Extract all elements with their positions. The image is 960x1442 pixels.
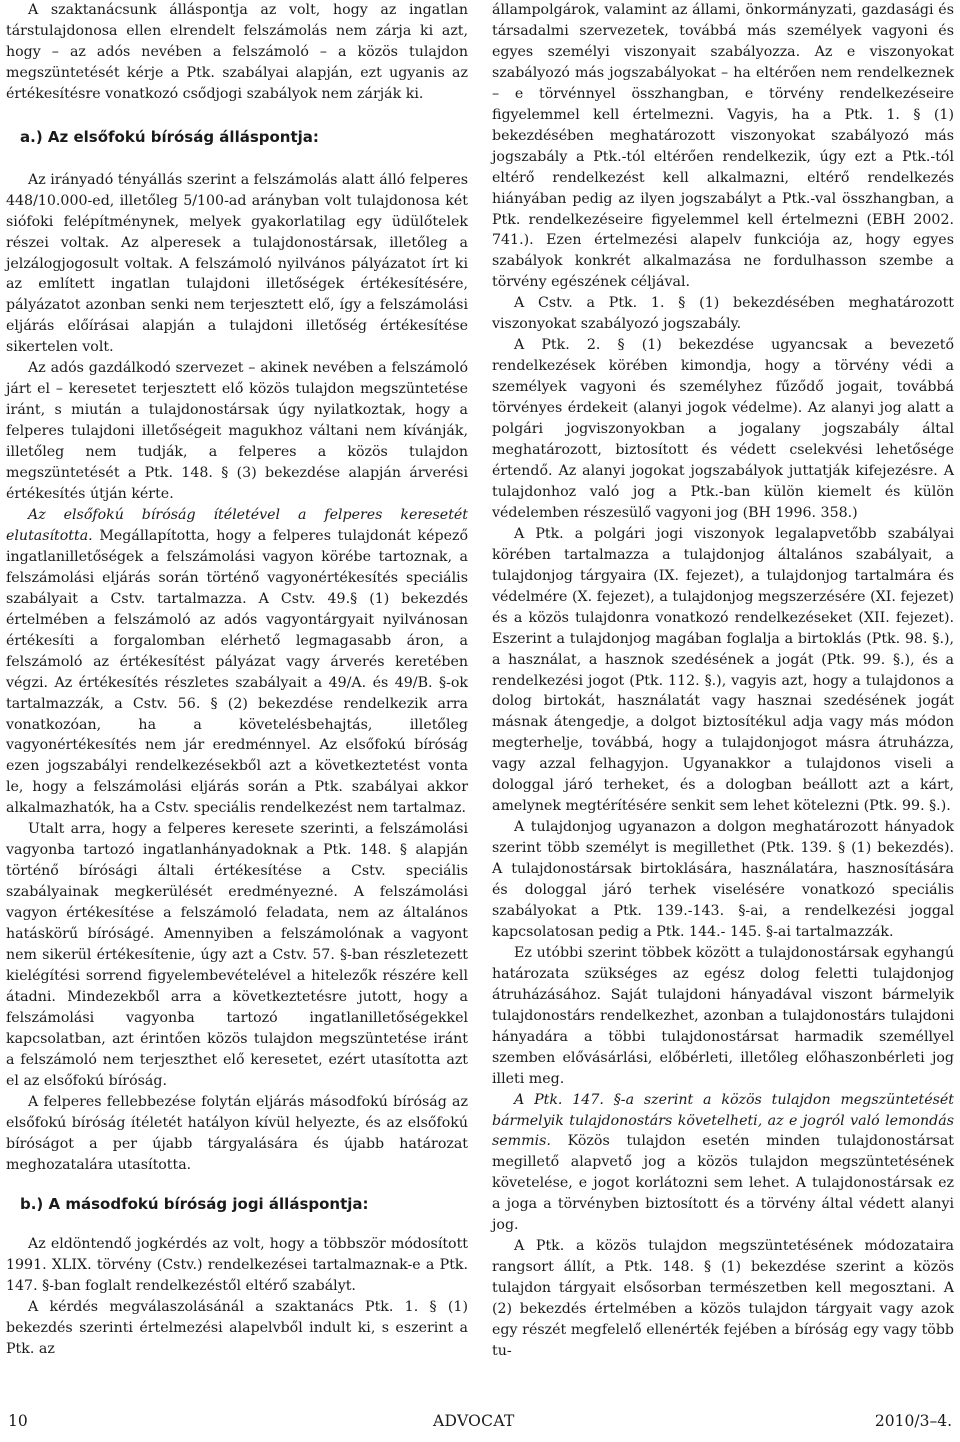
paragraph: Utalt arra, hogy a felperes keresete szerinti, a felszámolási vagyonba tartozó ingatlanhányadoknak a Ptk. 148. § alapján történő bírósági általi értékesítése a Cstv. speciális szabályainak megkerülését eredményezné. A felszámolási vagyon értékesítése a felszámoló feladata, nem az általános hatáskörű bíróságé. Amennyiben a felszámolónak a vagyont nem sikerül értékesítenie, úgy azt a Cstv. 57. §-ban részletezett kielégítési sorrend figyelembevételével a hitelezők részére kell átadni. Mindezekből arra a következtetésre jutott, hogy a felszámolási vagyonba tartozó ingatlanilletőségekkel kapcsolatban, azt érintően közös tulajdon megszüntetése iránt a felszámoló nem terjeszthet elő keresetet, ezért utasította azt el az elsőfokú bíróság. (6, 821, 468, 1089)
paragraph (492, 1090, 954, 1237)
issue-number: 2010/3–4. (874, 1412, 952, 1430)
paragraph: A Ptk. a közös tulajdon megszüntetésének módozataira rangsort állít, a Ptk. 148. § (1) bekezdése szerint a közös tulajdon tárgyait elsősorban természetben kell megosztani. A (2) bekezdés értelmében a közös tulajdon tárgyait vagy azok egy részét megfelelő ellenérték fejében a bíróság egy vagy több tu- (492, 1238, 954, 1359)
paragraph: A szaktanácsunk álláspontja az volt, hogy az ingatlan társtulajdonosa ellen elrendelt felszámolás nem zárja ki azt, hogy – az adós nevében a felszámoló – a közös tulajdon megszüntetését kérje a Ptk. szabályai alapján, ezt ugyanis az értékesítésre vonatkozó csődjogi szabályok nem zárják ki. (6, 2, 468, 102)
page-number: 10 (8, 1412, 28, 1430)
italic-sentence: A Ptk. 147. §-a szerint a közös tulajdon megszüntetését bármelyik tulajdonostárs követelheti, az e jogról való lemondás semmis. (492, 1091, 954, 1150)
paragraph: A Ptk. 2. § (1) bekezdése ugyancsak a bevezető rendelkezések körében kimondja, hogy a törvény védi a személyek vagyoni és személyhez fűződő jogait, továbbá törvényes érdekeit (alanyi jogok védelme). Az alanyi jog alatt a polgári jogviszonyokban a jogalany jogszabály által meghatározott, biztosított és védett cselekvési lehetősége értendő. Az alanyi jogokat jogszabályok juttatják kifejezésre. A tulajdonhoz való jog a Ptk.-ban külön kiemelt és külön védelemben részesülő vagyoni jog (BH 1996. 358.) (492, 337, 954, 521)
paragraph: A felperes fellebbezése folytán eljárás másodfokú bíróság az elsőfokú bíróság ítéletét hatályon kívül helyezte, és az elsőfokú bíróságot a per újabb tárgyalására és újabb határozat meghozatalára utasította. (6, 1093, 468, 1173)
paragraph-text: Közös tulajdon esetén minden tulajdonostársat megillető alapvető jog a közös tulajdon megszüntetésének követelése, e jogot korlátozni sem lehet. A tulajdonostársak ez a joga a törvényben biztosított és a törvény által védett alanyi jog. (492, 1133, 954, 1234)
right-column (492, 0, 954, 1362)
paragraph: Az irányadó tényállás szerint a felszámolás alatt álló felperes 448/10.000-ed, illetőleg 5/100-ad arányban volt tulajdonosa két siófoki felépítménynek, melyek gyakorlatilag egy üdülőtelek részei voltak. Az alperesek a tulajdonostársak, illetőleg a jelzálogjogosult voltak. A felszámoló nyilvános pályázatot írt ki az említett ingatlan tulajdoni illetőségek értékesítésére, pályázatot azonban senki nem terjesztett elő, így a felszámolási eljárás előírásai alapján a tulajdoni illetőség értékesítése sikertelen volt. (6, 171, 468, 356)
section-heading-a: a.) Az elsőfokú bíróság álláspontja: (20, 127, 319, 146)
page-footer (0, 1412, 960, 1438)
paragraph: Ez utóbbi szerint többek között a tulajdonostársak egyhangú határozata szükséges az egész dolog feletti tulajdonjog átruházásához. Saját tulajdoni hányadával viszont bármelyik tulajdonostárs rendelkezhet, azonban a tulajdonostárs tulajdoni hányadára a többi tulajdonostársat harmadik személlyel szemben elővásárlási, előbérleti, illetőleg előhaszonbérleti jog illeti meg. (492, 944, 954, 1087)
paragraph-text: Megállapította, hogy a felperes tulajdonát képező ingatlanilletőségek a felszámolási vagyon körébe tartoznak, a felszámolási eljárás során történő vagyonértékesítés speciális szabályait a Cstv. tartalmazza. A Cstv. 49.§ (1) bekezdés értelmében a felszámoló az adós vagyontárgyait nyilvánosan értékesíti a forgalomban elérhető legmagasabb áron, a felszámoló az értékesítést pályázat vagy árverés keretében végzi. Az értékesítés részletes szabályait a 49/A. és 49/B. §-ok tartalmazzák, a Cstv. 56. § (2) bekezdése rendelkezik arra vonatkozóan, ha a követelésbehajtás, illetőleg vagyonértékesítés nem jár eredménnyel. Az elsőfokú bíróság ezen jogszabályi rendelkezésekből azt a következtetést vonta le, hogy a felszámolási eljárás során a Ptk. szabályai akkor alkalmazhatók, ha a Cstv. speciális rendelkezést nem tartalmaz. (6, 527, 468, 817)
paragraph (6, 505, 468, 819)
magazine-name: ADVOCAT (433, 1412, 515, 1430)
paragraph: A tulajdonjog ugyanazon a dolgon meghatározott hányadok szerint több személyt is megillethet (Ptk. 139. § (1) bekezdés). A tulajdonostársak birtoklására, használatára, hasznosítására és dologgal járó terhek viselésére vonatkozó speciális szabályokat a Ptk. 139.-143. §-ai, a rendelkezési joggal kapcsolatosan pedig a Ptk. 144.- 145. §-ai tartalmazzák. (492, 819, 954, 940)
left-column (6, 0, 468, 1360)
paragraph: állampolgárok, valamint az állami, önkormányzati, gazdasági és társadalmi szervezetek, továbbá más személyek vagyoni és egyes személyi viszonyait szabályozza. Az e viszonyokat szabályozó más jogszabályokat – ha eltérően nem rendelkeznek – e törvénnyel összhangban, e törvény rendelkezéseire figyelemmel kell értelmezni. Vagyis, ha a Ptk. 1. § (1) bekezdésében meghatározott viszonyokat szabályozó más jogszabály a Ptk.-tól eltérően rendelkezik, úgy ezt a Ptk.-tól eltérő rendelkezést kell alkalmazni, eltérő rendelkezés hiányában pedig az ilyen jogszabályt a Ptk.-val összhangban, a Ptk. rendelkezéseire figyelemmel kell értelmezni (EBH 2002. 741.). Ezen értelmezési alapelv funkciója az, hogy egyes szabályok konkrét alkalmazása ne fordulhasson szembe a törvény egészének céljával. (492, 2, 954, 291)
paragraph: Az adós gazdálkodó szervezet – akinek nevében a felszámoló járt el – keresetet terjesztett elő közös tulajdon megszüntetése iránt, s miután a tulajdonostársak úgy nyilatkoztak, hogy a felperes tulajdoni illetőségeit magukhoz váltani nem kívánják, illetőleg nem tudják, a felperes a közös tulajdon megszüntetését a Ptk. 148. § (3) bekezdése alapján árverési értékesítés útján kérte. (6, 360, 468, 503)
paragraph: Az eldöntendő jogkérdés az volt, hogy a többször módosított 1991. XLIX. törvény (Cstv.) rendelkezései tartalmaznak-e a Ptk. 147. §-ban foglalt rendelkezéstől eltérő szabályt. (6, 1236, 468, 1295)
italic-sentence: Az elsőfokú bíróság ítéletével a felperes keresetét elutasította. (6, 506, 468, 544)
section-heading-b: b.) A másodfokú bíróság jogi álláspontja: (20, 1195, 369, 1214)
paragraph: A kérdés megválaszolásánál a szaktanács Ptk. 1. § (1) bekezdés szerinti értelmezési alapelvből indult ki, s eszerint a Ptk. az (6, 1299, 468, 1358)
paragraph: A Cstv. a Ptk. 1. § (1) bekezdésében meghatározott viszonyokat szabályozó jogszabály. (492, 295, 954, 333)
paragraph: A Ptk. a polgári jogi viszonyok legalapvetőbb szabályai körében tartalmazza a tulajdonjog általános szabályait, a tulajdonjog tárgyaira (IX. fejezet), a tulajdonjog tartalmára és védelmére (X. fejezet), a tulajdonjog megszerzésére (XI. fejezet) és a közös tulajdonra vonatkozó rendelkezéseket (XII. fejezet). Eszerint a tulajdonjog magában foglalja a birtoklás (Ptk. 98. §.), a használat, a hasznok szedésének a jogát (Ptk. 99. §.), és a rendelkezési jogot (Ptk. 112. §.), vagyis azt, hogy a tulajdonos a dolog birtokát, használatát vagy hasznai szedésének jogát másnak átengedje, a dolgot biztosítékul adja vagy más módon megterhelje, továbbá, hogy a tulajdonjogot másra átruházza, vagy azzal felhagyjon. Ugyanakkor a tulajdonos viseli a dologgal járó terheket, és a dologban beállott azt a kárt, amelynek megtérítésére senkit sem lehet kötelezni (Ptk. 99. §.). (492, 525, 954, 815)
